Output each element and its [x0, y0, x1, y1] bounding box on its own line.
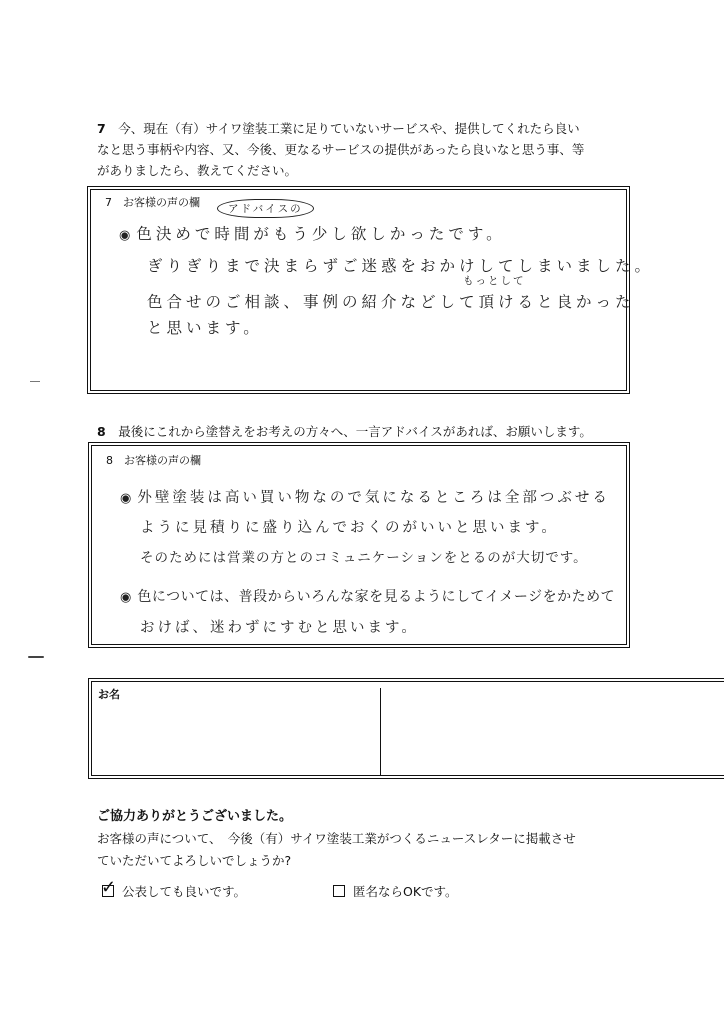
- box-8-line3: そのためには営業の方とのコミュニケーションをとるのが大切です。: [140, 550, 588, 566]
- option-anonymous-label: 匿名ならOKです。: [353, 884, 458, 899]
- name-box-label: お名: [98, 688, 120, 701]
- newsletter-question-line2: ていただいてよろしいでしょうか?: [97, 853, 292, 868]
- question-7-number: 7: [97, 121, 106, 136]
- box-7-line2: ぎりぎりまで決まらずご迷惑をおかけしてしまいました。: [147, 257, 655, 275]
- box-7-line1: ◉ 色決めで時間がもう少し欲しかったです。: [119, 225, 506, 243]
- box-7-label: 7 お客様の声の欄: [105, 196, 200, 209]
- name-box-divider: [380, 688, 381, 776]
- question-8: [97, 421, 627, 442]
- check-mark-icon: ✓: [101, 877, 117, 898]
- scan-mark: [30, 381, 40, 382]
- option-publish-label: 公表しても良いです。: [122, 884, 247, 899]
- scan-mark: [28, 656, 44, 658]
- customer-voice-box-8: [88, 442, 630, 648]
- box-8-line2: ように見積りに盛り込んでおくのがいいと思います。: [140, 520, 559, 536]
- box-7-line4: と思います。: [147, 319, 263, 337]
- option-anonymous[interactable]: [333, 882, 458, 900]
- question-8-text: 最後にこれから塗替えをお考えの方々へ、一言アドバイスがあれば、お願いします。: [118, 424, 592, 439]
- question-7-line2: なと思う事柄や内容、又、今後、更なるサービスの提供があったら良いなと思う事、等: [97, 142, 585, 157]
- question-7: [97, 118, 627, 181]
- circle-bullet-icon: ◉: [120, 590, 132, 605]
- question-7-line1: 7 今、現在（有）サイワ塗装工業に足りていないサービスや、提供してくれたら良い: [97, 121, 580, 136]
- customer-voice-box-7: [87, 186, 655, 394]
- question-8-number: 8: [97, 424, 106, 439]
- name-box: [88, 678, 724, 779]
- circle-bullet-icon: ◉: [120, 491, 132, 506]
- advice-bubble-note: アドバイスの: [217, 199, 314, 218]
- newsletter-question: [97, 828, 637, 872]
- publish-checkbox[interactable]: [101, 877, 117, 898]
- thanks-heading: ご協力ありがとうございました。: [97, 809, 293, 824]
- box-7-line3: 色合せのご相談、事例の紹介などして頂けると良かった: [147, 293, 635, 311]
- box-8-line1: ◉ 外壁塗装は高い買い物なので気になるところは全部つぶせる: [120, 490, 610, 506]
- option-publish[interactable]: [101, 877, 247, 900]
- question-7-line3: がありましたら、教えてください。: [97, 163, 298, 178]
- box-8-line5: おけば、迷わずにすむと思います。: [140, 620, 419, 636]
- newsletter-question-line1: お客様の声について、 今後（有）サイワ塗装工業がつくるニュースレターに掲載させ: [97, 831, 576, 846]
- inserted-note: もっとして: [463, 275, 526, 287]
- box-8-label: 8 お客様の声の欄: [106, 454, 201, 467]
- box-8-line4: ◉ 色については、普段からいろんな家を見るようにしてイメージをかためて: [120, 589, 616, 605]
- anonymous-checkbox[interactable]: [333, 885, 345, 897]
- circle-bullet-icon: ◉: [119, 228, 131, 243]
